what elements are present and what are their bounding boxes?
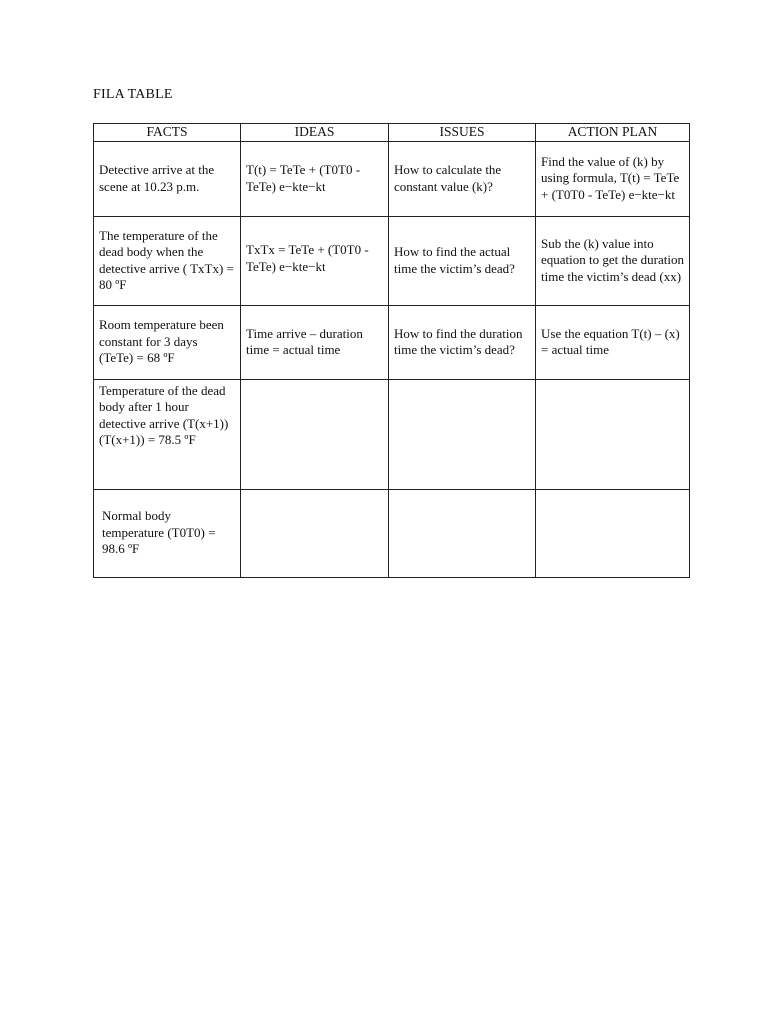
cell-ideas: TxTx = TeTe + (T0T0 - TeTe) e−kte−kt xyxy=(241,216,389,305)
cell-ideas xyxy=(241,379,389,489)
cell-issues xyxy=(389,489,536,577)
header-ideas: IDEAS xyxy=(241,124,389,142)
table-row xyxy=(94,216,690,305)
cell-action-plan: Sub the (k) value into equation to get the duration time the victim’s dead (xx) xyxy=(536,216,690,305)
cell-issues xyxy=(389,379,536,489)
table-row xyxy=(94,141,690,216)
cell-facts: Room temperature been constant for 3 days (TeTe) = 68 ºF xyxy=(94,305,241,379)
cell-facts: Temperature of the dead body after 1 hour detective arrive (T(x+1))(T(x+1)) = 78.5 ºF xyxy=(94,379,241,489)
header-facts: FACTS xyxy=(94,124,241,142)
cell-issues: How to find the duration time the victim’s dead? xyxy=(389,305,536,379)
cell-issues: How to find the actual time the victim’s dead? xyxy=(389,216,536,305)
header-issues: ISSUES xyxy=(389,124,536,142)
cell-action-plan xyxy=(536,379,690,489)
cell-ideas xyxy=(241,489,389,577)
cell-ideas: Time arrive – duration time = actual time xyxy=(241,305,389,379)
table-row xyxy=(94,305,690,379)
cell-facts: Detective arrive at the scene at 10.23 p.m. xyxy=(94,141,241,216)
fila-table xyxy=(93,123,690,578)
cell-issues: How to calculate the constant value (k)? xyxy=(389,141,536,216)
table-row xyxy=(94,379,690,489)
cell-action-plan: Use the equation T(t) – (x) = actual time xyxy=(536,305,690,379)
cell-action-plan xyxy=(536,489,690,577)
cell-facts: Normal body temperature (T0T0) = 98.6 ºF xyxy=(94,489,241,577)
table-header-row xyxy=(94,124,690,142)
document-title: FILA TABLE xyxy=(93,87,173,102)
header-action-plan: ACTION PLAN xyxy=(536,124,690,142)
cell-ideas: T(t) = TeTe + (T0T0 - TeTe) e−kte−kt xyxy=(241,141,389,216)
cell-action-plan: Find the value of (k) by using formula, T(t) = TeTe + (T0T0 - TeTe) e−kte−kt xyxy=(536,141,690,216)
table-row xyxy=(94,489,690,577)
cell-facts: The temperature of the dead body when the detective arrive ( TxTx) = 80 ºF xyxy=(94,216,241,305)
